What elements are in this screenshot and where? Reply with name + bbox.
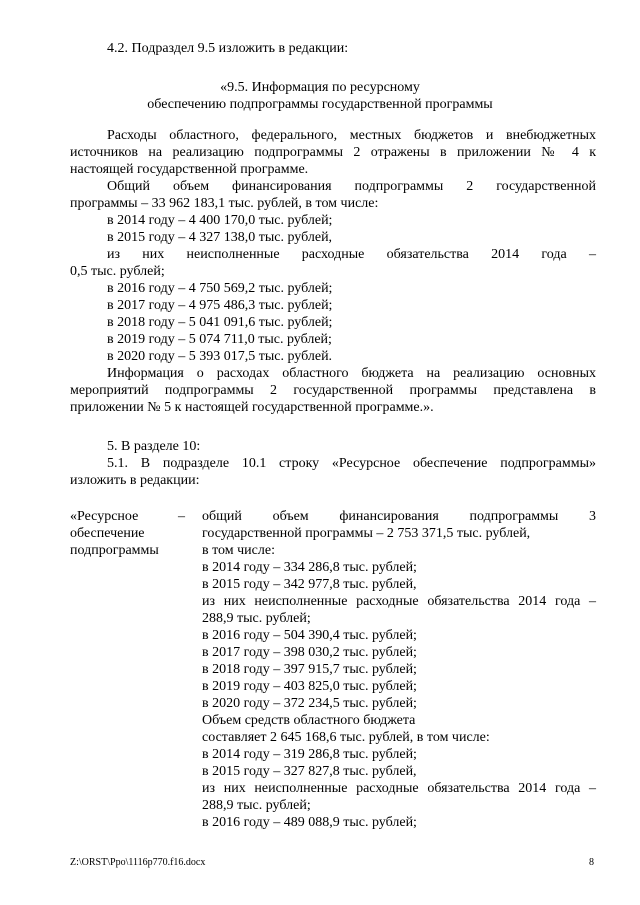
table-unfulfilled-1-line-1: из них неисполненные расходные обязательства 2014 года – [202,594,596,609]
section-10-heading: 5. В разделе 10: [107,439,201,454]
unfulfilled-line-1: из них неисполненные расходные обязательства 2014 года – [107,247,596,262]
table-regional-2015: в 2015 году – 327 827,8 тыс. рублей, [202,764,417,779]
year-2017-total: в 2017 году – 4 975 486,3 тыс. рублей; [107,298,333,313]
page-number: 8 [589,857,594,868]
para3-line-3: приложении № 5 к настоящей государственной программе.». [70,400,434,415]
table-unfulfilled-1-line-2: 288,9 тыс. рублей; [202,611,311,626]
table-intro-line-3: в том числе: [202,543,275,558]
table-unfulfilled-2-line-1: из них неисполненные расходные обязательства 2014 года – [202,781,596,796]
table-regional-line-1: Объем средств областного бюджета [202,713,416,728]
heading-4-2: 4.2. Подраздел 9.5 изложить в редакции: [107,41,349,56]
table-regional-line-2: составляет 2 645 168,6 тыс. рублей, в том числе: [202,730,490,745]
year-2018-total: в 2018 году – 5 041 091,6 тыс. рублей; [107,315,333,330]
para2-line-2: программы – 33 962 183,1 тыс. рублей, в том числе: [70,196,379,211]
table-label-line-2: обеспечение [70,526,145,541]
para3-line-2: мероприятий подпрограммы 2 государственной программы представлена в [70,383,596,398]
unfulfilled-line-2: 0,5 тыс. рублей; [70,264,165,279]
table-year-2020: в 2020 году – 372 234,5 тыс. рублей; [202,696,417,711]
table-year-2017: в 2017 году – 398 030,2 тыс. рублей; [202,645,417,660]
sub-5-1-line-1: 5.1. В подразделе 10.1 строку «Ресурсное обеспечение подпрограммы» [107,456,596,471]
para3-line-1: Информация о расходах областного бюджета на реализацию основных [107,366,596,381]
year-2014-total: в 2014 году – 4 400 170,0 тыс. рублей; [107,213,333,228]
table-intro-line-1: общий объем финансирования подпрограммы 3 [202,509,596,524]
table-unfulfilled-2-line-2: 288,9 тыс. рублей; [202,798,311,813]
para1-line-3: настоящей государственной программе. [70,162,309,177]
table-label-line-1: «Ресурсное [70,509,139,524]
table-dash: – [178,509,185,524]
table-intro-line-2: государственной программы – 2 753 371,5 тыс. рублей, [202,526,531,541]
para2-line-1: Общий объем финансирования подпрограммы 2 государственной [107,179,596,194]
section-title-line-2: обеспечению подпрограммы государственной программы [147,97,493,112]
year-2015-total: в 2015 году – 4 327 138,0 тыс. рублей, [107,230,333,245]
table-year-2016: в 2016 году – 504 390,4 тыс. рублей; [202,628,417,643]
section-title-line-1: «9.5. Информация по ресурсному [220,80,420,95]
footer-file-path: Z:\ORST\Ppo\1116p770.f16.docx [70,857,206,868]
sub-5-1-line-2: изложить в редакции: [70,473,200,488]
para1-line-2: источников на реализацию подпрограммы 2 отражены в приложении № 4 к [70,145,596,160]
table-year-2019: в 2019 году – 403 825,0 тыс. рублей; [202,679,417,694]
table-regional-2014: в 2014 году – 319 286,8 тыс. рублей; [202,747,417,762]
year-2016-total: в 2016 году – 4 750 569,2 тыс. рублей; [107,281,333,296]
year-2020-total: в 2020 году – 5 393 017,5 тыс. рублей. [107,349,333,364]
year-2019-total: в 2019 году – 5 074 711,0 тыс. рублей; [107,332,332,347]
table-year-2018: в 2018 году – 397 915,7 тыс. рублей; [202,662,417,677]
table-year-2015: в 2015 году – 342 977,8 тыс. рублей, [202,577,417,592]
table-regional-2016: в 2016 году – 489 088,9 тыс. рублей; [202,815,417,830]
table-label-line-3: подпрограммы [70,543,159,558]
table-year-2014: в 2014 году – 334 286,8 тыс. рублей; [202,560,417,575]
para1-line-1: Расходы областного, федерального, местных бюджетов и внебюджетных [107,128,596,143]
